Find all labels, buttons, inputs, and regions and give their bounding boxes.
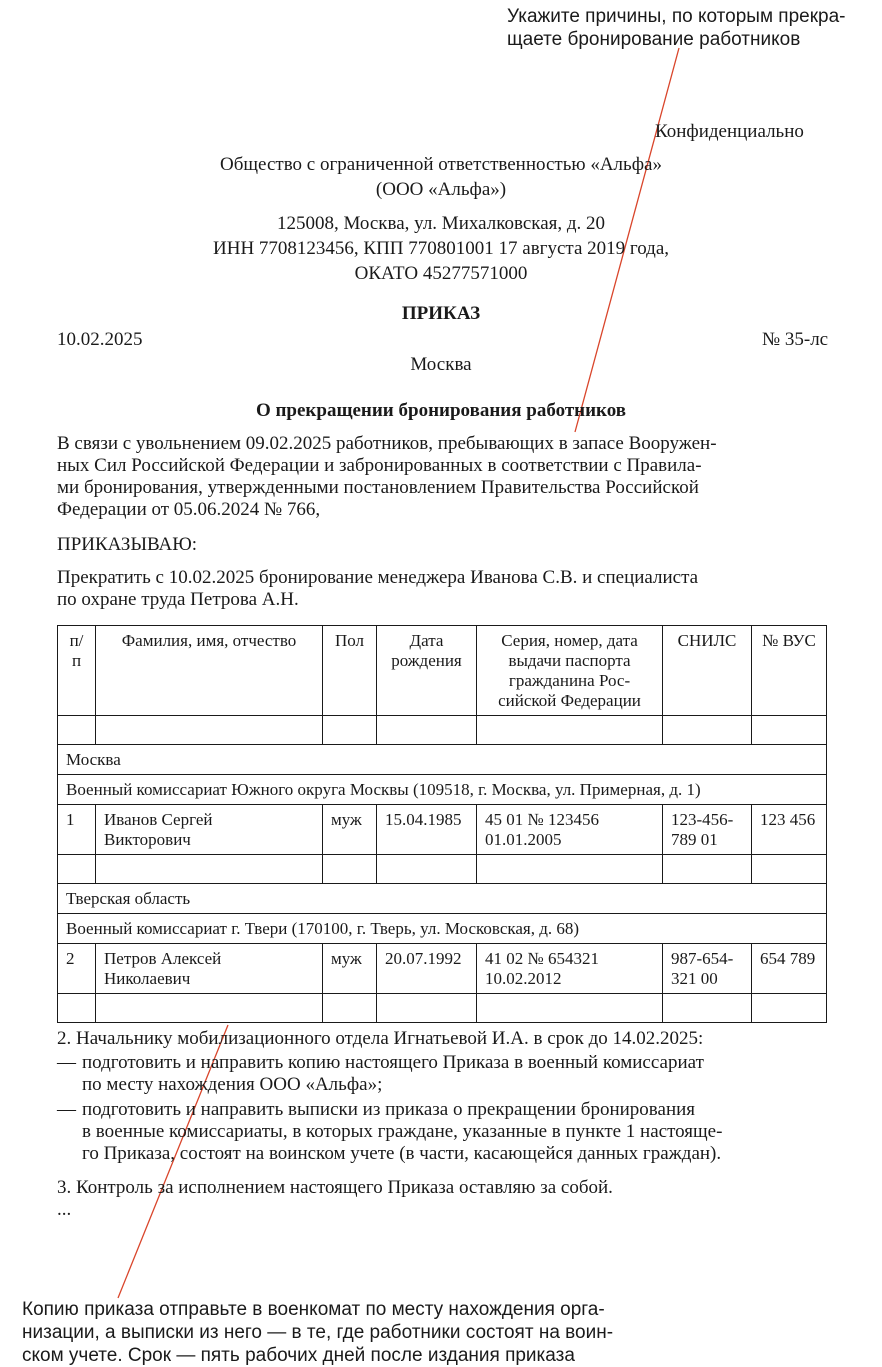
- annotation-top-line: Укажите причины, по которым прекра-: [507, 6, 846, 27]
- commissariat-tver: Военный комиссариат г. Твери (170100, г. Тверь, ул. Московская, д. 68): [58, 914, 827, 944]
- preamble-line: ных Сил Российской Федерации и забронированных в соответствии с Правила-: [57, 455, 702, 476]
- commissariat-moscow: Военный комиссариат Южного округа Москвы (109518, г. Москва, ул. Примерная, д. 1): [58, 775, 827, 805]
- table-region-row: [58, 745, 827, 775]
- header-snils: СНИЛС: [663, 626, 752, 716]
- order-subject: О прекращении бронирования работников: [255, 400, 627, 421]
- table-commissariat-row: [58, 775, 827, 805]
- header-num: п/п: [58, 626, 96, 716]
- region-moscow: Москва: [58, 745, 827, 775]
- item-1-line: по охране труда Петрова А.Н.: [57, 589, 299, 610]
- header-sex: Пол: [323, 626, 377, 716]
- employee-name: Петров Алексей Николаевич: [96, 944, 323, 994]
- dash-marker: —: [57, 1099, 76, 1120]
- item-1: [57, 567, 698, 611]
- annotation-top-line: щаете бронирование работников: [507, 29, 801, 50]
- preamble-line: В связи с увольнением 09.02.2025 работников, пребывающих в запасе Вооружен-: [57, 433, 717, 454]
- order-command: ПРИКАЗЫВАЮ:: [57, 534, 198, 555]
- org-address: 125008, Москва, ул. Михалковская, д. 20: [276, 213, 606, 234]
- ellipsis: ...: [57, 1199, 72, 1220]
- employee-passport: 41 02 № 654321 10.02.2012: [477, 944, 663, 994]
- header-passport: Серия, номер, дата выдачи паспорта гражданина Рос- сийской Федерации: [477, 626, 663, 716]
- table-row-empty: [58, 716, 827, 745]
- preamble-line: ми бронирования, утвержденными постановлением Правительства Российской: [57, 477, 699, 498]
- annotation-bottom: [22, 1298, 642, 1367]
- order-title: ПРИКАЗ: [401, 303, 481, 324]
- item-3: 3. Контроль за исполнением настоящего Приказа оставляю за собой.: [57, 1177, 613, 1198]
- order-city: Москва: [410, 354, 472, 375]
- table-row: 2 Петров Алексей Николаевич муж 20.07.1992 41 02 № 654321 10.02.2012 987-654- 321 00 654 789: [58, 944, 827, 994]
- item-2-bullet-2: — подготовить и направить выписки из приказа о прекращении бронирования в военные комиссариаты, в которых граждане, указанные в пункте 1 настояще- го Приказа, состоят на воинском учете (в части, касающейся данных граждан).: [57, 1099, 723, 1164]
- order-date: 10.02.2025: [57, 329, 143, 350]
- org-full-name: Общество с ограниченной ответственностью «Альфа»: [220, 154, 662, 175]
- org-okato: ОКАТО 45277571000: [354, 263, 528, 284]
- employee-snils: 123-456- 789 01: [663, 805, 752, 855]
- annotation-bottom-line: низации, а выписки из него — в те, где работники состоят на воин-: [22, 1322, 614, 1343]
- table-commissariat-row: [58, 914, 827, 944]
- org-inn: ИНН 7708123456, КПП 770801001 17 августа 2019 года,: [213, 238, 669, 259]
- dash-marker: —: [57, 1052, 76, 1073]
- item-2-bullet-1: — подготовить и направить копию настоящего Приказа в военный комиссариат по месту нахождения ООО «Альфа»;: [57, 1052, 704, 1095]
- employee-passport: 45 01 № 123456 01.01.2005: [477, 805, 663, 855]
- item-1-line: Прекратить с 10.02.2025 бронирование менеджера Иванова С.В. и специалиста: [57, 567, 699, 588]
- table-region-row: [58, 884, 827, 914]
- region-tver: Тверская область: [58, 884, 827, 914]
- table-header-row: [58, 626, 827, 716]
- header-name: Фамилия, имя, отчество: [96, 626, 323, 716]
- org-short-name: (ООО «Альфа»): [375, 179, 507, 200]
- annotation-bottom-line: ском учете. Срок — пять рабочих дней после издания приказа: [22, 1345, 575, 1366]
- header-birth: Дата рождения: [377, 626, 477, 716]
- preamble-line: Федерации от 05.06.2024 № 766,: [57, 499, 321, 520]
- header-vus: № ВУС: [752, 626, 827, 716]
- preamble: [57, 433, 717, 521]
- table-row: 1 Иванов Сергей Викторович муж 15.04.1985 45 01 № 123456 01.01.2005 123-456- 789 01 123 456: [58, 805, 827, 855]
- confidential-mark: Конфиденциально: [655, 121, 804, 142]
- item-2-intro: 2. Начальнику мобилизационного отдела Игнатьевой И.А. в срок до 14.02.2025:: [57, 1028, 704, 1049]
- annotation-bottom-line: Копию приказа отправьте в военкомат по месту нахождения орга-: [22, 1299, 605, 1320]
- employee-snils: 987-654- 321 00: [663, 944, 752, 994]
- order-number: № 35-лс: [762, 329, 829, 350]
- table-row-empty: [58, 855, 827, 884]
- employees-table: [57, 625, 827, 1023]
- employee-name: Иванов Сергей Викторович: [96, 805, 323, 855]
- table-row-empty: [58, 994, 827, 1023]
